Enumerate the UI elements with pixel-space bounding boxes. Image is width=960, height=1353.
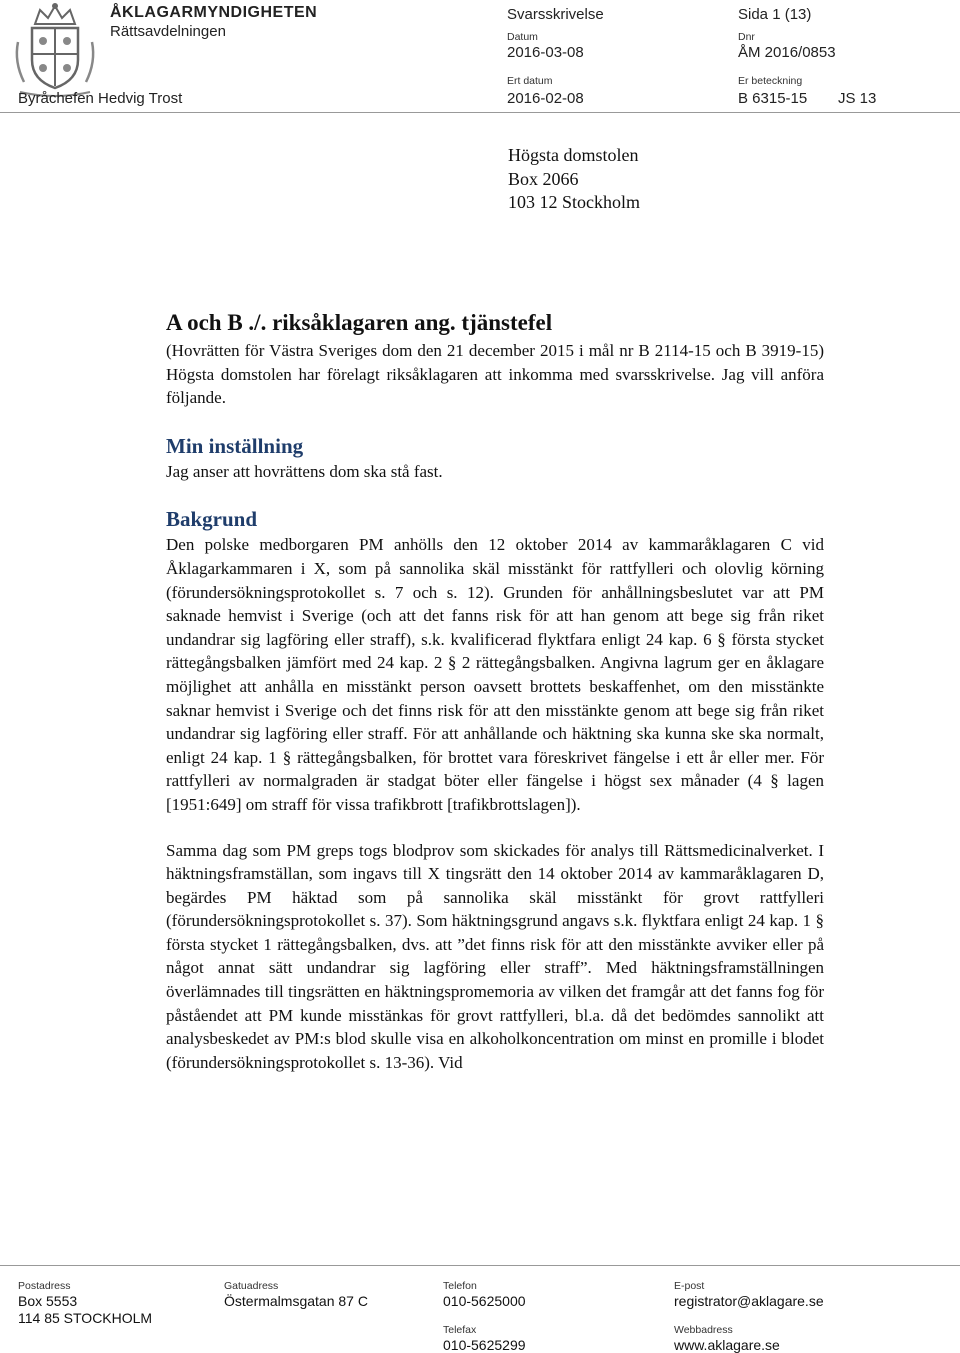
postal-address-label: Postadress [18, 1280, 71, 1292]
email-label: E-post [674, 1280, 705, 1292]
postal-address-line: 114 85 STOCKHOLM [18, 1310, 153, 1326]
date-value: 2016-03-08 [507, 44, 584, 61]
intro-paragraph: (Hovrätten för Västra Sveriges dom den 21 december 2015 i mål nr B 2114-15 och B 3919-15) Högsta domstolen har förelagt riksåklagaren att inkomma med svarsskrivelse. Jag vill anföra följande. [166, 341, 824, 408]
your-ref-label: Er beteckning [738, 75, 803, 87]
your-ref-value: B 6315-15 [738, 90, 808, 107]
agency-name: ÅKLAGARMYNDIGHETEN [110, 4, 318, 21]
document-body [166, 307, 824, 1074]
recipient-address [508, 144, 640, 215]
position-paragraph: Jag anser att hovrättens dom ska stå fast. [166, 461, 443, 481]
your-ref-extra: JS 13 [838, 90, 877, 107]
page-number: Sida 1 (13) [738, 6, 812, 23]
department-name: Rättsavdelningen [110, 23, 226, 40]
section-heading-background: Bakgrund [166, 507, 258, 532]
dnr-label: Dnr [738, 31, 755, 43]
web-label: Webbadress [674, 1324, 733, 1336]
recipient-line: Högsta domstolen [508, 145, 639, 165]
postal-address-line: Box 5553 [18, 1293, 78, 1309]
recipient-line: Box 2066 [508, 168, 579, 189]
date-label: Datum [507, 31, 538, 43]
background-paragraph: Samma dag som PM greps togs blodprov som skickades för analys till Rättsmedicinalverket. I häktningsframställan, som ingavs till X tingsrätt den 14 oktober 2014 av kammaråklagaren D, begärdes PM häktad som på sannolika skäl misstänkt för grovt rattfylleri (förundersökningsprotokollet s. 37). Som häktningsgrund angavs s.k. flyktfara enligt 24 kap. 1 § första stycket 1 rättegångsbalken, dvs. att ”det finns risk för att den misstänkte avviker eller på något annat sätt undandrar sig lagföring eller straff”. Med häktningsframställningen överlämnades till tingsrätten en häktningspromemoria av vilken det framgår att det fanns fog för påståendet att PM kunde misstänkas för grovt rattfylleri, bl.a. då det bedömdes sannolikt att analysbeskedet av PM:s blod skulle visa en alkoholkoncentration om minst en promille i blodet (förundersökningsprotokollet s. 13-36). Vid [166, 840, 824, 1072]
recipient-line: 103 12 Stockholm [508, 192, 641, 212]
email-value: registrator@aklagare.se [674, 1293, 824, 1309]
street-address-value: Östermalmsgatan 87 C [224, 1293, 368, 1309]
your-date-value: 2016-02-08 [507, 90, 584, 107]
street-address-label: Gatuadress [224, 1280, 279, 1292]
fax-label: Telefax [443, 1324, 477, 1336]
document-type: Svarsskrivelse [507, 6, 604, 23]
background-paragraph: Den polske medborgaren PM anhölls den 12 oktober 2014 av kammaråklagaren C vid Åklagarkammaren i X, som på sannolika skäl misstänkt för rattfylleri och olovlig körning (förundersökningsprotokollet s. 7 och s. 12). Grunden för anhållningsbeslutet var att PM saknade hemvist i Sverige (och att det fanns risk för att han genom att bege sig från riket undandrar sig lagföring eller straff), s.k. kvalificerad flyktfara enligt 24 kap. 6 § första stycket rättegångsbalken jämfört med 24 kap. 2 § 2 rättegångsbalken. Angivna lagrum ger en åklagare möjlighet att anhålla en misstänkt person oavsett brottets beskaffenhet, om den misstänkte saknar hemvist i Sverige och det finns risk för att den misstänkte genom att bege sig från riket undandrar sig lagföring eller straff. För att anhållande och häktning ska kunna ske ska normalt, enligt 24 kap. 1 § rättegångsbalken, för brottet vara föreskrivet fängelse i ett år eller mer. För rattfylleri av normalgraden är stadgat böter eller fängelse i högst sex månader (4 § lagen [1951:649] om straff för vissa trafikbrott [trafikbrottslagen]). [166, 535, 824, 814]
header-divider [0, 112, 960, 113]
fax-value: 010-5625299 [443, 1337, 526, 1353]
web-value: www.aklagare.se [674, 1337, 780, 1353]
your-date-label: Ert datum [507, 75, 553, 87]
agency-logo [10, 2, 100, 102]
document-title: A och B ./. riksåklagaren ang. tjänstefel [166, 310, 553, 335]
phone-value: 010-5625000 [443, 1293, 526, 1309]
phone-label: Telefon [443, 1280, 477, 1292]
footer-divider [0, 1265, 960, 1266]
section-heading-position: Min inställning [166, 433, 304, 458]
sender-name: Byråchefen Hedvig Trost [18, 90, 183, 107]
dnr-value: ÅM 2016/0853 [738, 44, 836, 61]
